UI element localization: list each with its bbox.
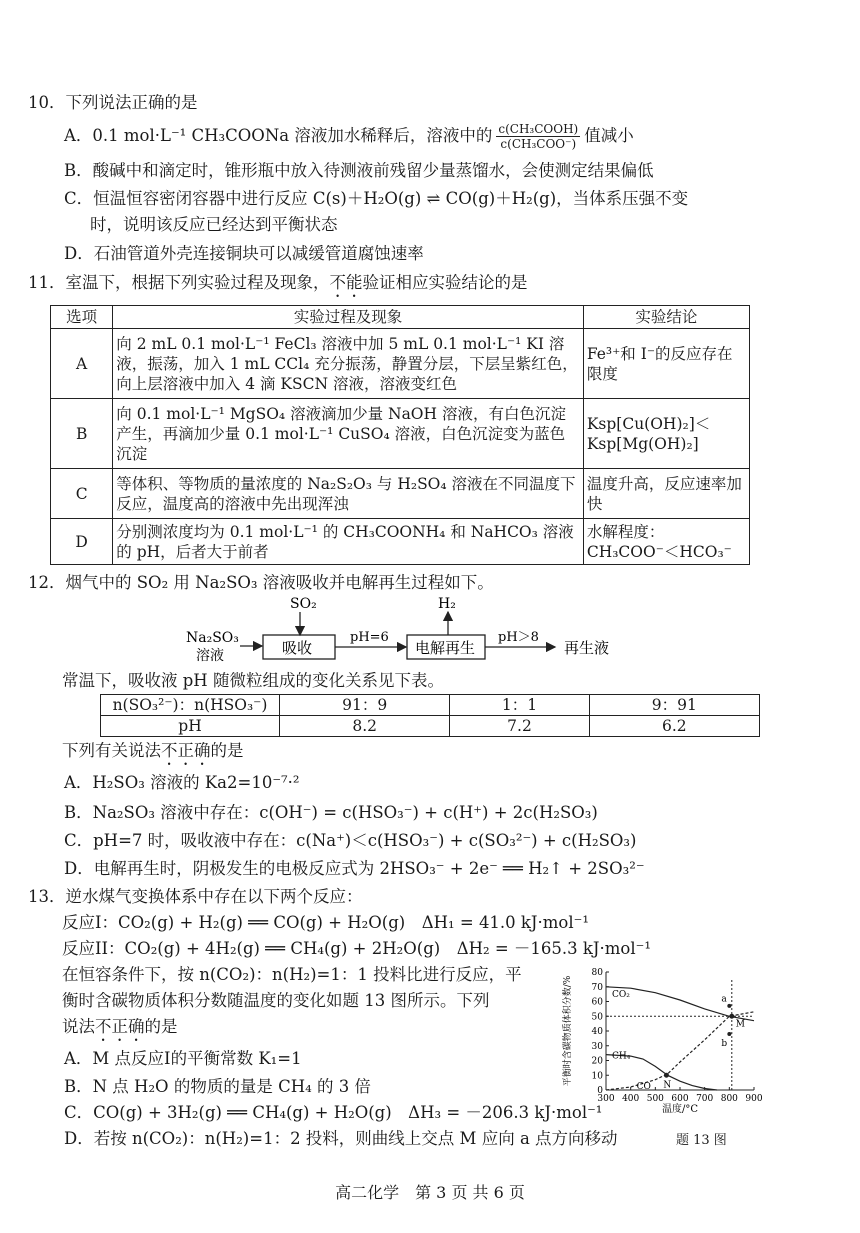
chart-y-tick-label: 40 — [591, 1027, 603, 1037]
chart-series-label: CH₄ — [612, 1051, 631, 1062]
q12-stem: 12．烟气中的 SO₂ 用 Na₂SO₃ 溶液吸收并电解再生过程如下。 — [28, 573, 494, 592]
q11-stem-emphasis: 不能 — [329, 273, 363, 292]
chart-x-tick-label: 700 — [696, 1094, 714, 1104]
flow-ph6-label: pH=6 — [350, 630, 389, 645]
q11-row-d-conclusion: 水解程度： CH₃COO⁻＜HCO₃⁻ — [583, 519, 749, 565]
q12-ask-emphasis: 不正确 — [161, 741, 211, 760]
q13-option-a: A．M 点反应I的平衡常数 K₁=1 — [64, 1049, 302, 1068]
q12-table-intro: 常温下，吸收液 pH 随微粒组成的变化关系见下表。 — [62, 671, 444, 690]
chart-point-n-label: N — [663, 1080, 672, 1091]
chart-y-tick-label: 30 — [591, 1041, 603, 1052]
chart-series-label: CO₂ — [612, 989, 630, 1000]
chart-y-axis-label: 平衡时含碳物质体积分数/% — [563, 975, 573, 1087]
q13-desc3-post: 的是 — [144, 1017, 178, 1036]
q11-row-d-process: 分别测浓度均为 0.1 mol·L⁻¹ 的 CH₃COONH₄ 和 NaHCO₃ 溶液的 pH，后者大于前者 — [113, 519, 584, 565]
q11-stem — [28, 272, 528, 301]
q12-table-r1c2: 91：9 — [280, 695, 450, 716]
q13-chart — [560, 960, 763, 1115]
flow-product-label: 再生液 — [564, 639, 610, 657]
q12-table-r2c3: 7.2 — [450, 716, 589, 737]
q11-row-a-conclusion: Fe³⁺和 I⁻的反应存在限度 — [583, 329, 749, 399]
chart-x-tick-label: 600 — [671, 1094, 689, 1104]
flow-absorb-label: 吸收 — [282, 639, 313, 657]
q12-ask — [62, 740, 244, 769]
table-row — [51, 519, 750, 565]
q12-table-r2c4: 6.2 — [589, 716, 759, 737]
q11-stem-post: 验证相应实验结论的是 — [362, 273, 528, 292]
table-row — [51, 469, 750, 519]
q10-a-post: 值减小 — [584, 126, 634, 145]
q12-table — [100, 694, 760, 737]
q11-table-header — [51, 306, 750, 329]
chart-y-tick-label: 50 — [591, 1012, 603, 1023]
q10-option-b: B．酸碱中和滴定时，锥形瓶中放入待测液前残留少量蒸馏水，会使测定结果偏低 — [64, 161, 654, 180]
q13-desc-line3 — [62, 1016, 178, 1045]
chart-y-tick-label: 70 — [591, 982, 603, 993]
q12-ask-post: 的是 — [210, 741, 244, 760]
flow-solution-label: 溶液 — [196, 648, 224, 664]
q13-desc3-pre: 说法 — [62, 1017, 95, 1036]
q10-a-numerator: c(CH₃COOH) — [498, 122, 579, 136]
chart-x-tick-label: 500 — [646, 1094, 664, 1104]
q11-header-process: 实验过程及现象 — [113, 306, 584, 329]
q11-row-c-conclusion: 温度升高，反应速率加快 — [583, 469, 749, 519]
chart-x-tick-label: 900 — [745, 1094, 763, 1104]
q10-a-pre: A．0.1 mol·L⁻¹ CH₃COONa 溶液加水稀释后，溶液中的 — [64, 126, 493, 145]
chart-point-n — [664, 1073, 669, 1078]
q10-a-fraction — [496, 122, 580, 151]
flow-na2so3-label: Na₂SO₃ — [186, 630, 239, 646]
chart-point-m — [729, 1014, 734, 1019]
q11-row-b-conclusion: Ksp[Cu(OH)₂]＜ Ksp[Mg(OH)₂] — [583, 399, 749, 469]
chart-y-tick-label: 60 — [591, 997, 603, 1008]
q12-option-b: B．Na₂SO₃ 溶液中存在：c(OH⁻) = c(HSO₃⁻) + c(H⁺) + 2c(H₂SO₃) — [64, 803, 598, 822]
q13-option-d: D．若按 n(CO₂)：n(H₂)=1：2 投料，则曲线上交点 M 应向 a 点方向移动 — [64, 1129, 618, 1148]
chart-x-tick-label: 300 — [597, 1094, 615, 1104]
q11-header-option: 选项 — [51, 306, 113, 329]
q12-option-c: C．pH=7 时，吸收液中存在：c(Na⁺)＜c(HSO₃⁻) + c(SO₃²⁻) + c(H₂SO₃) — [64, 831, 637, 850]
chart-y-tick-label: 80 — [591, 968, 603, 978]
chart-point-m-label: M — [735, 1019, 746, 1030]
q11-row-b-option: B — [51, 399, 113, 469]
chart-series-label: CO — [636, 1082, 651, 1093]
table-row — [51, 399, 750, 469]
q10-option-a — [64, 122, 634, 151]
q12-ask-pre: 下列有关说法 — [62, 741, 161, 760]
q11-row-c-process: 等体积、等物质的量浓度的 Na₂S₂O₃ 与 H₂SO₄ 溶液在不同温度下反应，温度高的溶液中先出现浑浊 — [113, 469, 584, 519]
q12-table-r2c2: 8.2 — [280, 716, 450, 737]
chart-x-tick-label: 800 — [720, 1094, 738, 1104]
q13-figure-caption: 题 13 图 — [676, 1133, 727, 1148]
q13-stem: 13．逆水煤气变换体系中存在以下两个反应： — [28, 887, 363, 906]
q10-a-denominator: c(CH₃COO⁻) — [500, 137, 577, 151]
chart-y-tick-label: 0 — [597, 1086, 603, 1096]
table-row — [51, 329, 750, 399]
q13-reaction-2: 反应II：CO₂(g) + 4H₂(g) ══ CH₄(g) + 2H₂O(g) ΔH₂ = －165.3 kJ·mol⁻¹ — [62, 939, 651, 958]
q13-desc3-emphasis: 不正确 — [95, 1017, 145, 1036]
q11-header-conclusion: 实验结论 — [583, 306, 749, 329]
q12-table-r1c4: 9：91 — [589, 695, 759, 716]
chart-y-tick-label: 20 — [591, 1056, 603, 1067]
chart-x-tick-label: 400 — [622, 1094, 640, 1104]
q10-stem: 10．下列说法正确的是 — [28, 93, 198, 112]
chart-point-a — [727, 1004, 731, 1008]
q11-row-c-option: C — [51, 469, 113, 519]
table-row — [101, 695, 760, 716]
chart-point-b — [727, 1032, 731, 1036]
q11-row-b-process: 向 0.1 mol·L⁻¹ MgSO₄ 溶液滴加少量 NaOH 溶液，有白色沉淀产生，再滴加少量 0.1 mol·L⁻¹ CuSO₄ 溶液，白色沉淀变为蓝色沉淀 — [113, 399, 584, 469]
q11-row-a-process: 向 2 mL 0.1 mol·L⁻¹ FeCl₃ 溶液中加 5 mL 0.1 mol·L⁻¹ KI 溶液，振荡，加入 1 mL CCl₄ 充分振荡，静置分层，下层呈紫红色，向上层溶液中加入 4 滴 KSCN 溶液，溶液变红色 — [113, 329, 584, 399]
q12-table-r2c1: pH — [101, 716, 280, 737]
q10-option-d: D．石油管道外壳连接铜块可以减缓管道腐蚀速率 — [64, 244, 424, 263]
q12-table-r1c1: n(SO₃²⁻)：n(HSO₃⁻) — [101, 695, 280, 716]
q12-table-r1c3: 1：1 — [450, 695, 589, 716]
flow-so2-label: SO₂ — [290, 596, 317, 612]
chart-x-axis-label: 温度/°C — [661, 1104, 699, 1115]
q13-option-c: C．CO(g) + 3H₂(g) ══ CH₄(g) + H₂O(g) ΔH₃ = －206.3 kJ·mol⁻¹ — [64, 1103, 603, 1122]
page-footer: 高二化学 第 3 页 共 6 页 — [335, 1183, 525, 1202]
q12-flow-diagram — [170, 592, 650, 672]
q11-table — [50, 305, 750, 565]
q11-stem-pre: 11．室温下，根据下列实验过程及现象， — [28, 273, 330, 292]
chart-point-b-label: b — [721, 1038, 728, 1049]
flow-ph8-label: pH＞8 — [498, 630, 539, 645]
q12-option-d: D．电解再生时，阴极发生的电极反应式为 2HSO₃⁻ + 2e⁻ ══ H₂↑ + 2SO₃²⁻ — [64, 859, 645, 878]
flow-regen-label: 电解再生 — [415, 639, 476, 657]
table-row — [101, 716, 760, 737]
q11-row-d-option: D — [51, 519, 113, 565]
q13-desc-line2: 衡时含碳物质体积分数随温度的变化如题 13 图所示。下列 — [62, 991, 490, 1010]
q12-option-a: A．H₂SO₃ 溶液的 Ka2=10⁻⁷·² — [64, 773, 300, 792]
q13-desc-line1: 在恒容条件下，按 n(CO₂)：n(H₂)=1：1 投料比进行反应，平 — [62, 965, 522, 984]
q10-option-c-line1: C．恒温恒容密闭容器中进行反应 C(s)＋H₂O(g) ⇌ CO(g)＋H₂(g)，当体系压强不变 — [64, 189, 689, 208]
q13-option-b: B．N 点 H₂O 的物质的量是 CH₄ 的 3 倍 — [64, 1077, 371, 1096]
q10-option-c-line2: 时，说明该反应已经达到平衡状态 — [90, 215, 338, 234]
q13-reaction-1: 反应I：CO₂(g) + H₂(g) ══ CO(g) + H₂O(g) ΔH₁ = 41.0 kJ·mol⁻¹ — [62, 913, 589, 932]
chart-y-tick-label: 10 — [591, 1071, 603, 1082]
flow-h2-label: H₂ — [438, 596, 456, 612]
chart-point-a-label: a — [721, 994, 727, 1005]
q11-row-a-option: A — [51, 329, 113, 399]
